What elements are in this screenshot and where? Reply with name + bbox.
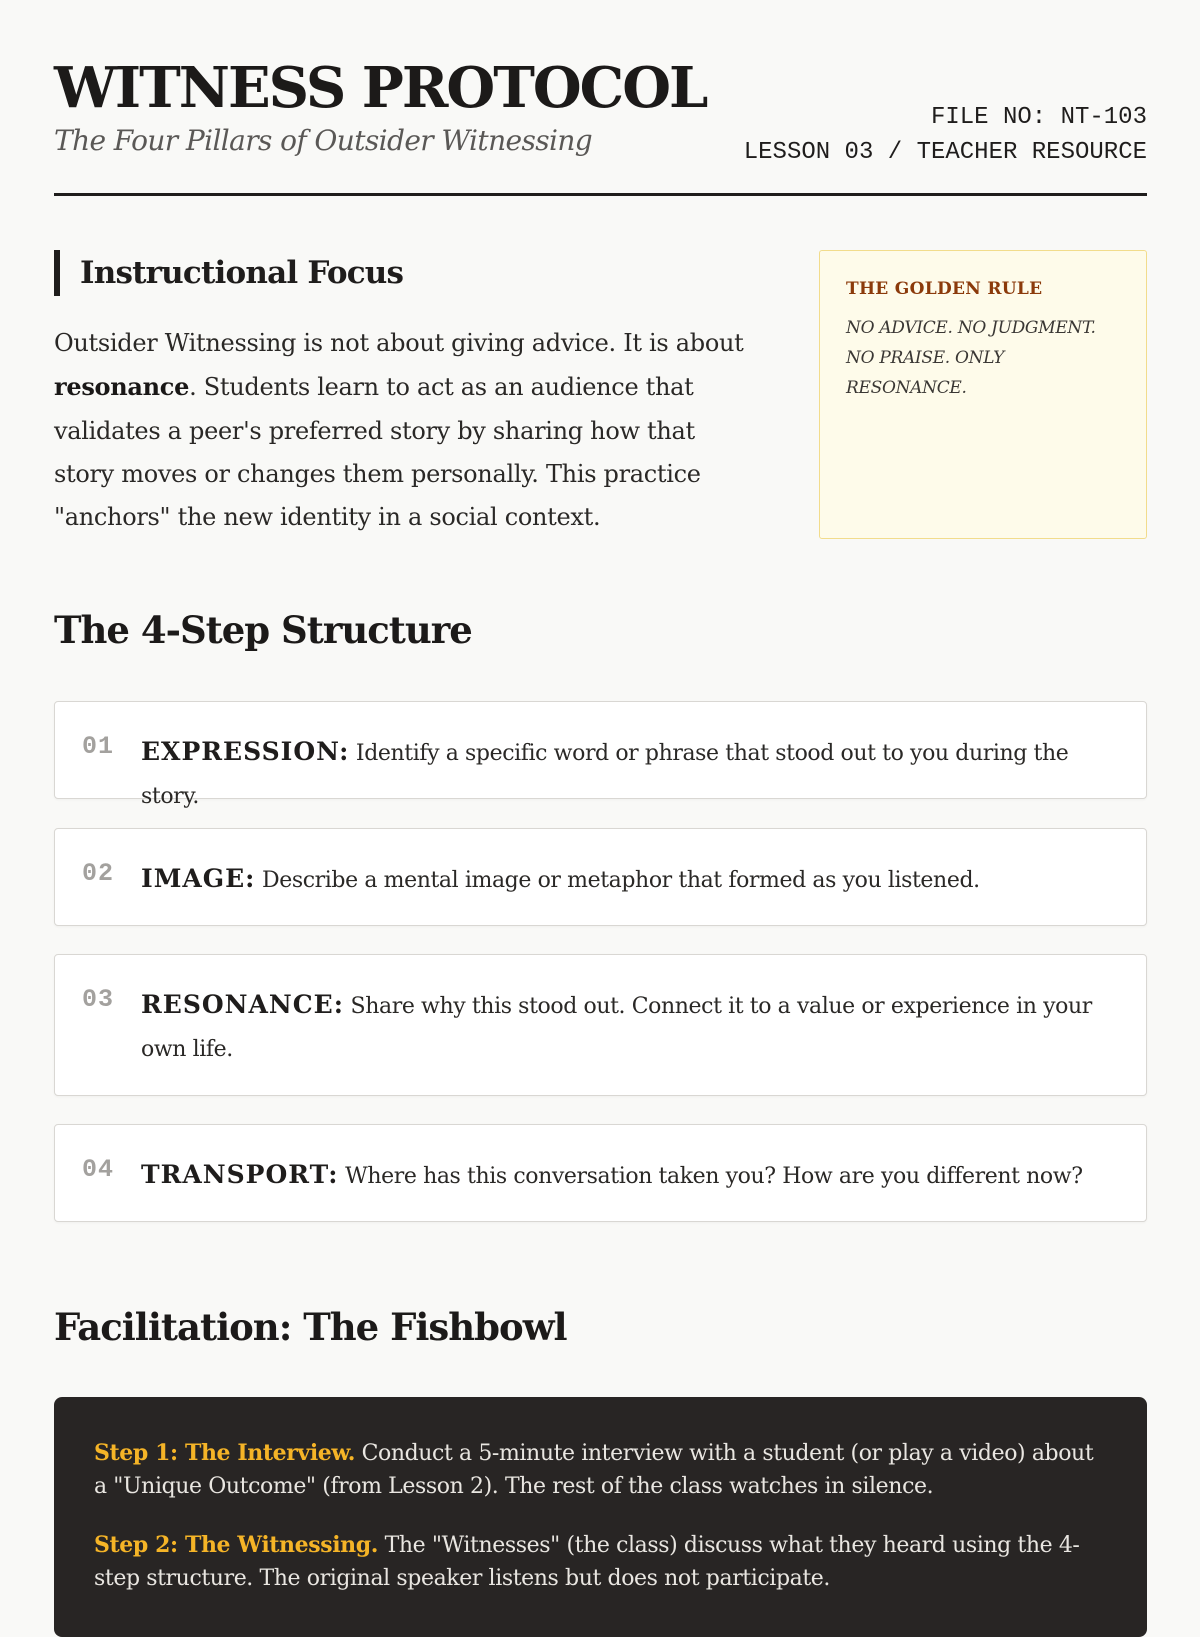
step-number: 03 bbox=[82, 985, 115, 1014]
step-number: 04 bbox=[82, 1155, 115, 1184]
step-number: 02 bbox=[82, 859, 115, 888]
instructional-focus-section bbox=[54, 250, 754, 539]
fishbowl-step-text: Conduct a 5-minute interview with a student (or play a video) about a "Unique Outcome" (from Lesson 2). The rest of the class watches in silence. bbox=[94, 1441, 1094, 1499]
step-card-expression bbox=[54, 701, 1147, 809]
step-card-resonance bbox=[54, 954, 1147, 1096]
golden-rule-text: NO ADVICE. NO JUDGMENT. NO PRAISE. ONLY RESONANCE. bbox=[846, 318, 1096, 398]
document-subtitle: The Four Pillars of Outsider Witnessing bbox=[54, 124, 593, 157]
step-description: Identify a specific word or phrase that stood out to you during the story. bbox=[141, 741, 1069, 809]
focus-body-rest: . Students learn to act as an audience that validates a peer's preferred story by sharing how that story moves or changes them personally. This practice "anchors" the new identity in a social context. bbox=[54, 373, 701, 532]
step-text bbox=[141, 857, 1106, 902]
focus-body-intro: Outsider Witnessing is not about giving advice. It is about bbox=[54, 329, 744, 357]
step-name: IMAGE: bbox=[141, 864, 256, 893]
step-name: RESONANCE: bbox=[141, 990, 344, 1019]
step-description: Share why this stood out. Connect it to a value or experience in your own life. bbox=[141, 994, 1092, 1062]
page bbox=[54, 0, 1147, 1591]
fishbowl-instructions-panel bbox=[54, 1397, 1147, 1637]
step-name: EXPRESSION: bbox=[141, 737, 350, 766]
fishbowl-step bbox=[94, 1437, 1107, 1503]
step-text bbox=[141, 730, 1106, 818]
step-text bbox=[141, 1153, 1106, 1198]
step-card-image bbox=[54, 828, 1147, 926]
step-number: 01 bbox=[82, 732, 115, 761]
step-description: Where has this conversation taken you? How are you different now? bbox=[345, 1164, 1083, 1189]
file-number: FILE NO: NT-103 bbox=[930, 104, 1147, 131]
instructional-focus-body bbox=[54, 322, 754, 539]
fishbowl-step-label: Step 2: The Witnessing. bbox=[94, 1532, 378, 1558]
instructional-focus-heading: Instructional Focus bbox=[54, 250, 754, 296]
step-text bbox=[141, 983, 1106, 1071]
document-meta bbox=[744, 100, 1147, 170]
fishbowl-step-label: Step 1: The Interview. bbox=[94, 1440, 355, 1466]
step-description: Describe a mental image or metaphor that formed as you listened. bbox=[262, 868, 980, 893]
focus-body-emphasis: resonance bbox=[54, 372, 190, 402]
step-card-transport bbox=[54, 1124, 1147, 1222]
document-header bbox=[54, 0, 1147, 196]
facilitation-heading: Facilitation: The Fishbowl bbox=[54, 1305, 567, 1349]
document-title: WITNESS PROTOCOL bbox=[54, 55, 707, 121]
golden-rule-callout bbox=[819, 250, 1147, 539]
four-step-heading: The 4-Step Structure bbox=[54, 608, 472, 652]
golden-rule-label: THE GOLDEN RULE bbox=[846, 279, 1043, 299]
fishbowl-step bbox=[94, 1529, 1107, 1595]
fishbowl-step-text: The "Witnesses" (the class) discuss what they heard using the 4-step structure. The original speaker listens but does not participate. bbox=[94, 1533, 1080, 1591]
step-name: TRANSPORT: bbox=[141, 1160, 339, 1189]
lesson-label: LESSON 03 / TEACHER RESOURCE bbox=[743, 139, 1147, 166]
